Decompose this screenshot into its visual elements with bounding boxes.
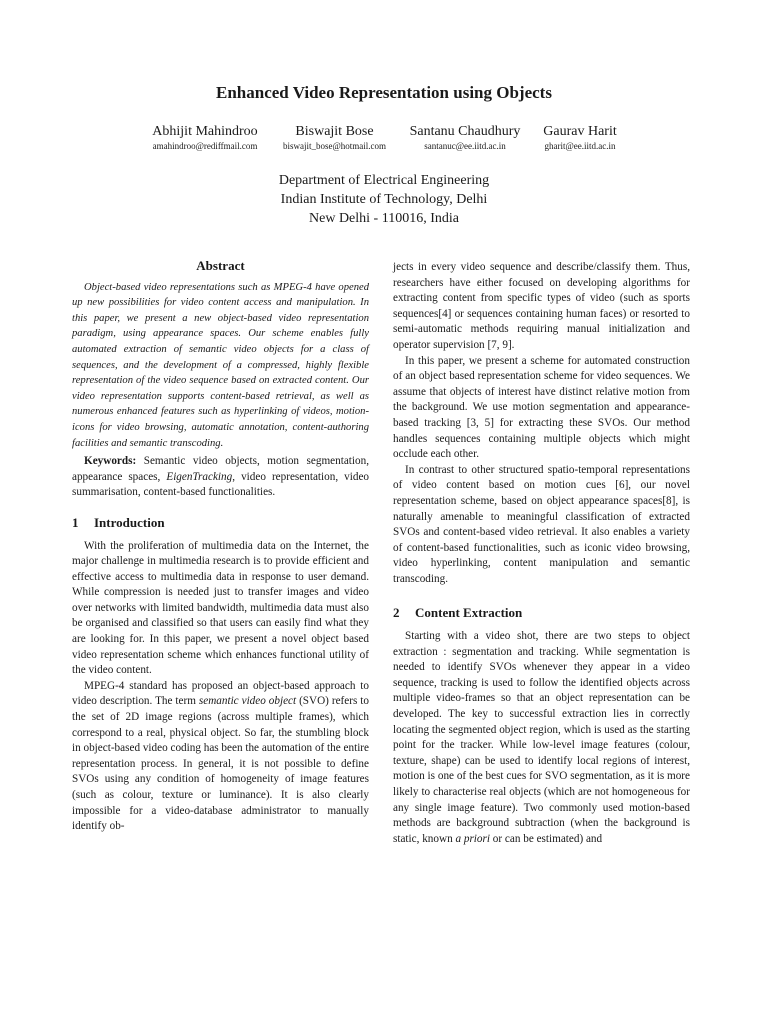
abstract-heading: Abstract: [196, 258, 245, 273]
author-name: Biswajit Bose: [295, 124, 374, 139]
intro-paragraph-2-continued: jects in every video sequence and describe/classify them. Thus, researchers have either focused on developing algorithms for extracting content from specific types of video (such as sports sequences[4] or sequences containing human faces) or resorted to semi-automatic methods requiring manual initialization and operator supervision [7, 9].: [393, 261, 690, 351]
intro-paragraph-3: In this paper, we present a scheme for automated construction of an object based representation scheme for video sequences. We assume that objects of interest have distinct relative motion from the background. We use motion segmentation and appearance-based tracking [3, 5] for extracting these SVOs. Our method handles sequences containing multiple objects which might occlude each other.: [393, 354, 690, 461]
section-heading-content-extraction: [393, 605, 690, 621]
content-p1-text-b: or can be estimated) and: [489, 832, 603, 845]
author-name: Santanu Chaudhury: [409, 124, 521, 139]
abstract-body: Object-based video representations such as MPEG-4 have opened up new possibilities for video content access and manipulation. In this paper, we present a new object-based video representation paradigm, using appearance spaces. Our scheme enables fully automated extraction of semantic video objects for a class of sequences, and the development of a compressed, highly flexible representation of the video sequence based on extracted content. Our video representation supports content-based retrieval, as well as numerous enhanced features such as hyperlinking of videos, motion-icons for video browsing, automatic annotation, content-authoring facilities and semantic transcoding.: [72, 281, 369, 449]
content-p1-italic: a priori: [455, 832, 490, 845]
section-title: Content Extraction: [415, 605, 523, 621]
author-email: gharit@ee.iitd.ac.in: [544, 141, 616, 151]
right-column: [393, 260, 690, 847]
keywords-label: Keywords:: [84, 455, 137, 468]
affiliation: [0, 171, 768, 228]
affiliation-city: New Delhi - 110016, India: [309, 211, 459, 226]
keywords-text-italic: EigenTracking: [166, 470, 233, 483]
section-title: Introduction: [94, 514, 165, 530]
section-number: 1: [72, 514, 79, 530]
keywords-text-a: Semantic video objects, motion segmentation, appearance spaces,: [72, 455, 369, 483]
content-paragraph-1: [393, 629, 690, 847]
keywords-text-b: , video representation, video summarisation, content-based functionalities.: [72, 470, 369, 499]
author-email: biswajit_bose@hotmail.com: [282, 141, 387, 151]
intro-p2-text-a: MPEG-4 standard has proposed an object-based approach to video description. The term: [72, 679, 369, 708]
intro-paragraph-4: In contrast to other structured spatio-temporal representations of video content based on motion cues [6], our novel representation scheme, based on object appearance spaces[8], is naturally amenable to meaningful classification of extracted SVOs and content-based video retrieval. It also enables a variety of content-based functionalities, such as iconic video browsing, video hyperlinking, content manipulation and semantic transcoding.: [393, 463, 690, 585]
affiliation-institute: Indian Institute of Technology, Delhi: [280, 192, 488, 207]
keywords: [72, 454, 369, 501]
author-name: Gaurav Harit: [543, 124, 617, 139]
author-4: [530, 124, 630, 152]
section-heading-introduction: [72, 515, 369, 531]
author-block: [0, 124, 768, 156]
author-1: [140, 124, 270, 152]
affiliation-dept: Department of Electrical Engineering: [278, 173, 490, 188]
author-email: santanuc@ee.iitd.ac.in: [424, 141, 506, 151]
author-name: Abhijit Mahindroo: [152, 124, 258, 139]
intro-p2-leftcol: (SVO) refers to the set of 2D image regions (across multiple frames), which correspond to a real, physical object. So far, the stumbling block in object-based video coding has been the automation of the entire representation process. In general, it is not possible to define SVOs using any condition of homogeneity of image features (such as colour, texture or luminance). It is also clearly impossible for a video-database administrator to manually identify ob-: [72, 695, 369, 833]
author-email: amahindroo@rediffmail.com: [152, 141, 258, 151]
intro-paragraph-1: With the proliferation of multimedia data on the Internet, the major challenge in multimedia research is to provide efficient and effective access to multimedia data in response to user demand. While compression is needed just to transfer images and video over networks with limited bandwidth, multimedia data must also be organised and classified so that users can easily find what they are looking for. In this paper, we present a novel object based video representation scheme which enhances functional utility of the video content.: [72, 539, 369, 677]
intro-p2-italic: semantic video object: [198, 695, 297, 708]
section-number: 2: [393, 605, 400, 621]
paper-title: Enhanced Video Representation using Objects: [216, 83, 552, 102]
intro-paragraph-2: [72, 679, 369, 835]
content-p1-text-a: Starting with a video shot, there are two steps to object extraction : segmentation and tracking. While segmentation is needed to identify SVOs whenever they appear in a video sequence, tracking is used to follow the identified objects across multiple video-frames so that an object representation can be developed. The key to successful extraction lies in correctly locating the segmented object region, which is used as the starting point for the tracker. While low-level image features (colour, texture, shape) can be used to identify local regions of interest, motion is one of the best cues for SVO segmentation, as it is more likely to characterise real objects (which are not homogeneous for any single image feature). Two commonly used motion-based methods are background subtraction (when the background is static, known: [393, 630, 690, 845]
left-column: [72, 258, 369, 835]
author-3: [400, 124, 530, 152]
author-2: [272, 124, 397, 152]
